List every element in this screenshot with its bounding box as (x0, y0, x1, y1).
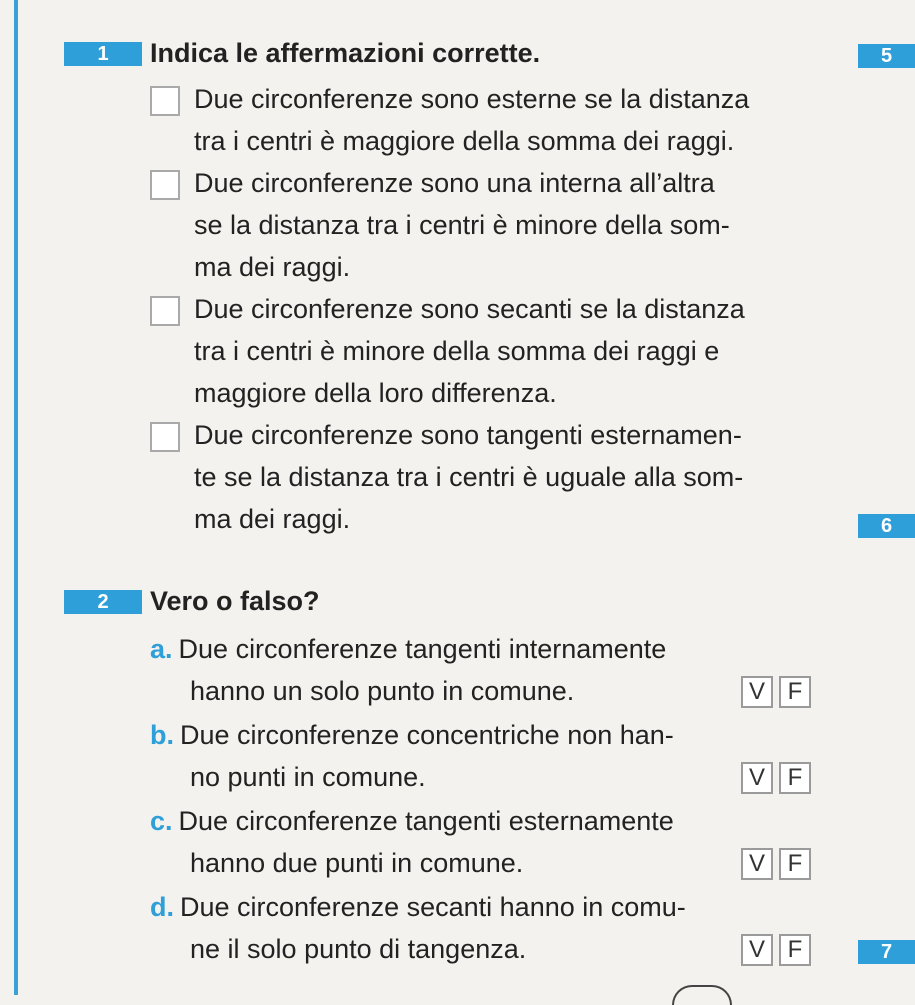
side-number-badge-7 (858, 940, 915, 964)
item-letter: a. (150, 634, 173, 664)
true-false-item-b (150, 714, 815, 798)
item-text-line-2: no punti in comune. (190, 762, 426, 792)
checkbox[interactable] (150, 296, 180, 326)
item-letter: c. (150, 806, 173, 836)
page-edge-decoration (672, 985, 732, 1005)
true-box[interactable]: V (741, 848, 773, 880)
side-number-badge-6 (858, 514, 915, 538)
option-3-line-3: maggiore della loro differenza. (194, 378, 557, 408)
true-false-boxes (741, 848, 811, 880)
option-1-line-2: tra i centri è maggiore della somma dei raggi. (194, 126, 735, 156)
false-box[interactable]: F (779, 762, 811, 794)
side-number-badge-5 (858, 44, 915, 68)
true-false-item-d (150, 886, 815, 970)
exercise-2-number-badge (64, 590, 142, 614)
true-box[interactable]: V (741, 762, 773, 794)
option-3-line-1: Due circonferenze sono secanti se la distanza (194, 294, 745, 324)
side-number: 6 (880, 515, 893, 537)
exercise-1-option-3 (150, 288, 815, 414)
item-text-line-1: Due circonferenze secanti hanno in comu- (180, 892, 686, 922)
option-2-line-1: Due circonferenze sono una interna all’altra (194, 168, 715, 198)
item-text-line-1: Due circonferenze tangenti esternamente (178, 806, 674, 836)
true-false-boxes (741, 676, 811, 708)
checkbox[interactable] (150, 86, 180, 116)
option-4-line-1: Due circonferenze sono tangenti esternamen- (194, 420, 742, 450)
option-2-line-3: ma dei raggi. (194, 252, 351, 282)
option-2-line-2: se la distanza tra i centri è minore della som- (194, 210, 730, 240)
exercise-1-number-badge (64, 42, 142, 66)
option-4-line-2: te se la distanza tra i centri è uguale alla som- (194, 462, 744, 492)
true-false-boxes (741, 762, 811, 794)
option-3-line-2: tra i centri è minore della somma dei raggi e (194, 336, 720, 366)
item-text-line-2: hanno due punti in comune. (190, 848, 524, 878)
false-box[interactable]: F (779, 848, 811, 880)
false-box[interactable]: F (779, 676, 811, 708)
checkbox[interactable] (150, 422, 180, 452)
exercise-2-title: Vero o falso? (150, 586, 320, 616)
item-text-line-2: hanno un solo punto in comune. (190, 676, 575, 706)
item-text-line-1: Due circonferenze concentriche non han- (180, 720, 674, 750)
item-text-line-1: Due circonferenze tangenti internamente (178, 634, 667, 664)
true-false-item-a (150, 628, 815, 712)
item-letter: d. (150, 892, 174, 922)
item-text-line-2: ne il solo punto di tangenza. (190, 934, 527, 964)
true-box[interactable]: V (741, 676, 773, 708)
option-4-line-3: ma dei raggi. (194, 504, 351, 534)
exercise-1-option-1 (150, 78, 815, 162)
exercise-1-number: 1 (97, 43, 109, 65)
true-false-boxes (741, 934, 811, 966)
exercise-2-number: 2 (97, 591, 109, 613)
option-1-line-1: Due circonferenze sono esterne se la distanza (194, 84, 750, 114)
item-letter: b. (150, 720, 174, 750)
true-box[interactable]: V (741, 934, 773, 966)
false-box[interactable]: F (779, 934, 811, 966)
true-false-item-c (150, 800, 815, 884)
exercise-1-title: Indica le affermazioni corrette. (150, 38, 541, 68)
checkbox[interactable] (150, 170, 180, 200)
side-number: 5 (880, 45, 893, 67)
exercise-1-option-2 (150, 162, 815, 288)
left-margin-rule (14, 0, 18, 995)
side-number: 7 (880, 941, 893, 963)
exercise-1-option-4 (150, 414, 815, 540)
